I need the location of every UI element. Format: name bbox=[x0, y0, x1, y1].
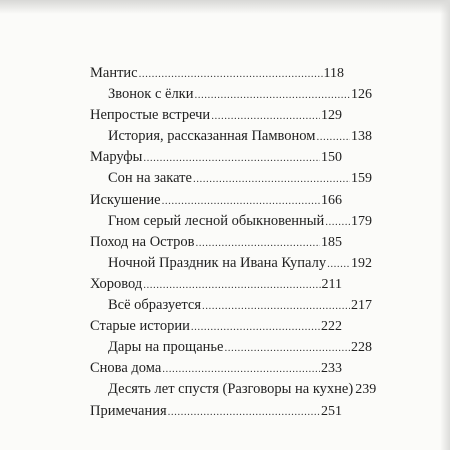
toc-entry-page: 251 bbox=[321, 403, 342, 419]
toc-entry-page: 179 bbox=[351, 213, 372, 229]
toc-entry-page: 233 bbox=[321, 361, 342, 377]
toc-dot-leader bbox=[325, 212, 350, 233]
toc-entry-title: Хоровод bbox=[90, 275, 143, 292]
toc-entry-title: Ночной Праздник на Ивана Купалу bbox=[108, 254, 327, 271]
toc-entry-title: Сон на закате bbox=[108, 170, 192, 187]
toc-entry-title: Мантис bbox=[90, 65, 138, 81]
toc-entry-title: Искушение bbox=[90, 191, 161, 208]
toc-entry bbox=[90, 295, 372, 316]
toc-entry-title: Всё образуется bbox=[108, 297, 202, 314]
toc-entry-page: 211 bbox=[321, 276, 342, 292]
toc-entry-title: История, рассказанная Памвоном bbox=[108, 128, 316, 145]
toc-dot-leader bbox=[224, 338, 350, 359]
toc-dot-leader bbox=[194, 85, 350, 106]
toc-entry-title: Гном серый лесной обыкновенный bbox=[108, 212, 325, 229]
toc-entry-page: 166 bbox=[321, 192, 342, 208]
toc-entry bbox=[90, 274, 342, 295]
table-of-contents bbox=[90, 63, 377, 422]
toc-dot-leader bbox=[168, 402, 320, 423]
toc-entry bbox=[90, 168, 372, 189]
toc-entry-title: Снова дома bbox=[90, 360, 162, 377]
toc-dot-leader bbox=[139, 64, 323, 85]
page-shadow-top bbox=[0, 0, 450, 14]
toc-entry bbox=[90, 147, 342, 168]
toc-entry-title: Звонок с ёлки bbox=[108, 86, 194, 103]
toc-dot-leader bbox=[143, 148, 320, 169]
toc-entry-page: 126 bbox=[351, 87, 372, 103]
toc-dot-leader bbox=[162, 359, 320, 380]
toc-dot-leader bbox=[316, 127, 350, 148]
toc-entry bbox=[90, 232, 342, 253]
toc-entry-page: 228 bbox=[351, 340, 372, 356]
toc-entry-title: Маруфы bbox=[90, 149, 143, 166]
toc-entry bbox=[90, 63, 344, 84]
toc-entry bbox=[90, 401, 342, 422]
toc-entry-page: 150 bbox=[321, 150, 342, 166]
toc-entry bbox=[90, 316, 342, 337]
toc-dot-leader bbox=[162, 191, 320, 212]
toc-dot-leader bbox=[191, 317, 320, 338]
toc-entry-page: 129 bbox=[321, 108, 342, 124]
toc-entry bbox=[90, 190, 342, 211]
toc-dot-leader bbox=[202, 296, 350, 317]
toc-entry-page: 138 bbox=[351, 129, 372, 145]
toc-entry-title: Непростые встречи bbox=[90, 107, 211, 124]
toc-entry bbox=[90, 84, 372, 105]
toc-entry-title: Десять лет спустя (Разговоры на кухне) bbox=[108, 381, 354, 398]
toc-entry-page: 239 bbox=[355, 382, 377, 398]
toc-dot-leader bbox=[195, 233, 320, 254]
toc-entry bbox=[90, 126, 372, 147]
toc-entry-page: 118 bbox=[323, 66, 344, 81]
toc-entry-title: Дары на прощанье bbox=[108, 339, 224, 356]
toc-entry-page: 192 bbox=[351, 255, 372, 271]
toc-entry bbox=[90, 358, 342, 379]
toc-dot-leader bbox=[143, 275, 320, 296]
toc-entry-title: Примечания bbox=[90, 402, 167, 419]
toc-entry bbox=[90, 253, 372, 274]
toc-entry-page: 159 bbox=[351, 171, 372, 187]
toc-entry bbox=[90, 105, 342, 126]
toc-entry bbox=[90, 211, 372, 232]
toc-entry-title: Старые истории bbox=[90, 318, 190, 335]
toc-dot-leader bbox=[193, 169, 350, 190]
toc-entry-page: 222 bbox=[321, 319, 342, 335]
toc-entry-page: 217 bbox=[351, 298, 372, 314]
toc-entry bbox=[90, 337, 372, 358]
toc-entry-page: 185 bbox=[321, 234, 342, 250]
toc-dot-leader bbox=[327, 254, 350, 275]
toc-entry bbox=[90, 379, 377, 400]
toc-dot-leader bbox=[211, 106, 320, 127]
page-shadow-right bbox=[440, 0, 450, 450]
toc-entry-title: Поход на Остров bbox=[90, 233, 195, 250]
